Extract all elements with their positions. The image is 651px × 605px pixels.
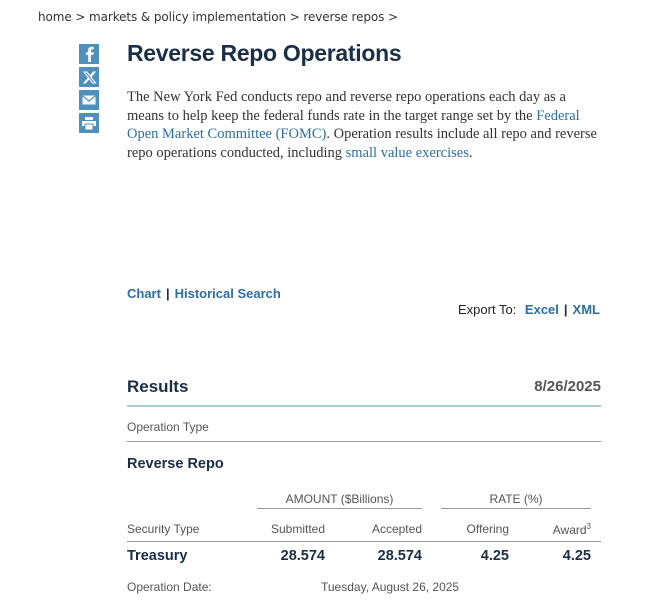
header-award [553, 522, 591, 537]
operation-type-value: Reverse Repo [127, 456, 224, 472]
print-icon [82, 117, 96, 130]
results-title: Results [127, 377, 189, 396]
email-icon [82, 95, 96, 105]
export-separator: | [563, 302, 568, 317]
page-title: Reverse Repo Operations [127, 40, 402, 66]
row-accepted: 28.574 [377, 548, 422, 564]
header-offering: Offering [466, 522, 509, 536]
link-separator: | [165, 286, 170, 301]
export-xml-link[interactable]: XML [572, 302, 600, 317]
social-share-bar [79, 44, 99, 136]
fomc-link[interactable]: Federal Open Market Committee (FOMC) [127, 107, 580, 142]
breadcrumb-separator: > [75, 10, 86, 24]
export-bar [458, 302, 600, 317]
row-offering: 4.25 [480, 548, 509, 564]
export-excel-link[interactable]: Excel [524, 302, 559, 317]
email-share-button[interactable] [79, 90, 99, 110]
row-submitted: 28.574 [280, 548, 325, 564]
facebook-icon [83, 46, 95, 62]
operation-date-label: Operation Date: [127, 580, 212, 594]
header-accepted: Accepted [371, 522, 422, 536]
x-icon [83, 71, 96, 84]
header-security-type: Security Type [127, 522, 200, 536]
small-value-exercises-link[interactable]: small value exercises [345, 144, 469, 161]
row-award: 4.25 [562, 548, 591, 564]
intro-paragraph [127, 88, 597, 162]
intro-text: . [468, 144, 473, 161]
facebook-share-button[interactable] [79, 44, 99, 64]
results-header [127, 377, 601, 407]
breadcrumb-markets[interactable]: markets & policy implementation [89, 10, 286, 24]
rate-group-header: RATE (%) [441, 492, 591, 509]
breadcrumb-separator: > [289, 10, 300, 24]
operation-date-value: Tuesday, August 26, 2025 [321, 580, 460, 594]
breadcrumb [38, 10, 398, 24]
award-footnote-marker[interactable]: 3 [586, 522, 591, 531]
x-share-button[interactable] [79, 67, 99, 87]
row-security-type: Treasury [127, 548, 188, 564]
view-links [127, 286, 281, 301]
amount-group-header: AMOUNT ($Billions) [257, 492, 422, 509]
chart-link[interactable]: Chart [127, 286, 161, 301]
results-date: 8/26/2025 [534, 378, 601, 395]
header-award-label: Award [552, 523, 587, 537]
breadcrumb-home[interactable]: home [38, 10, 72, 24]
table-row [127, 548, 601, 570]
breadcrumb-separator: > [388, 10, 398, 24]
export-label: Export To: [458, 302, 517, 317]
intro-text: . Operation results include all repo and reverse repo operations conducted, including [127, 126, 597, 161]
header-submitted: Submitted [270, 522, 325, 536]
historical-search-link[interactable]: Historical Search [174, 286, 281, 301]
breadcrumb-reverse-repos[interactable]: reverse repos [303, 10, 385, 24]
operation-type-label: Operation Type [127, 420, 601, 442]
table-header-row [127, 519, 601, 542]
print-button[interactable] [79, 113, 99, 133]
intro-text: The New York Fed conducts repo and reverse repo operations each day as a means to help keep the federal funds rate in the target range set by the [127, 89, 566, 124]
